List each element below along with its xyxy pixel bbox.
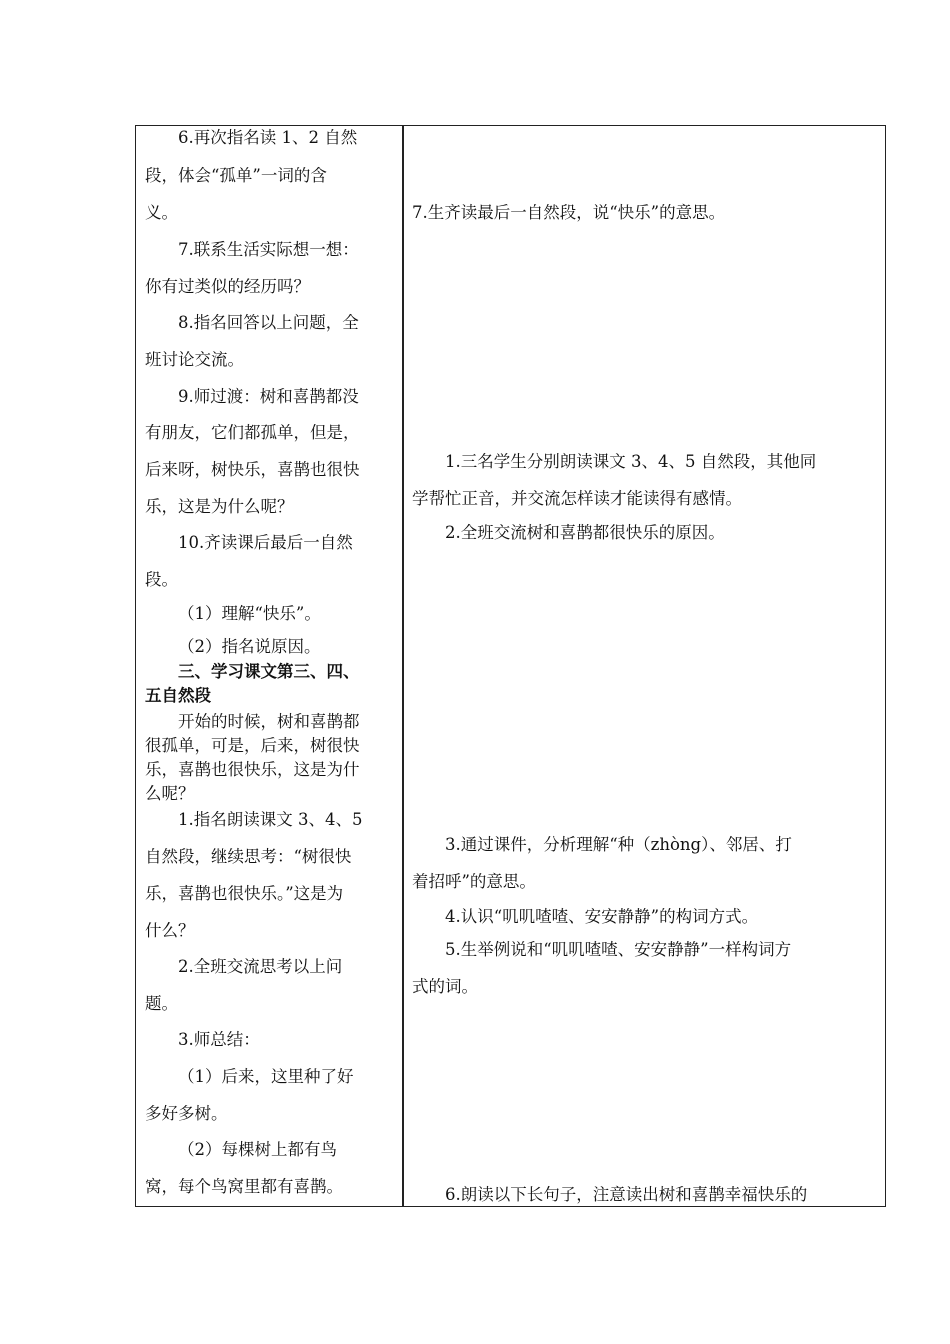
teacher-line: 后来呀，树快乐，喜鹊也很快 [145, 460, 360, 479]
column-divider [402, 125, 404, 1207]
teacher-line: 8.指名回答以上问题，全 [178, 313, 359, 332]
teacher-line: 2.全班交流思考以上问 [178, 957, 343, 976]
teacher-line: 很孤单，可是，后来，树很快 [145, 736, 360, 755]
teacher-line: 你有过类似的经历吗？ [145, 277, 310, 296]
teacher-line: （2）指名说原因。 [178, 637, 321, 656]
student-line: 着招呼”的意思。 [412, 872, 536, 891]
teacher-line: 三、学习课文第三、四、 [178, 662, 360, 681]
student-line: 2.全班交流树和喜鹊都很快乐的原因。 [445, 523, 725, 542]
teacher-line: 10.齐读课后最后一自然 [178, 533, 353, 552]
teacher-line: 义。 [145, 203, 178, 222]
teacher-line: （1）后来，这里种了好 [178, 1067, 354, 1086]
teacher-line: 窝，每个鸟窝里都有喜鹊。 [145, 1177, 343, 1196]
teacher-line: 什么？ [145, 921, 195, 940]
teacher-line: 7.联系生活实际想一想： [178, 240, 359, 259]
teacher-line: 乐，喜鹊也很快乐，这是为什 [145, 760, 360, 779]
student-line: 4.认识“叽叽喳喳、安安静静”的构词方式。 [445, 907, 759, 926]
teacher-line: （1）理解“快乐”。 [178, 604, 321, 623]
student-line: 式的词。 [412, 977, 478, 996]
student-line: 5.生举例说和“叽叽喳喳、安安静静”一样构词方 [445, 940, 792, 959]
teacher-line: 多好多树。 [145, 1104, 228, 1123]
teacher-line: 6.再次指名读 1、2 自然 [178, 128, 358, 147]
teacher-line: 自然段，继续思考：“树很快 [145, 847, 352, 866]
student-line: 6.朗读以下长句子，注意读出树和喜鹊幸福快乐的 [445, 1185, 808, 1204]
teacher-line: 1.指名朗读课文 3、4、5 [178, 810, 363, 829]
teacher-line: 9.师过渡：树和喜鹊都没 [178, 387, 359, 406]
teacher-line: （2）每棵树上都有鸟 [178, 1140, 337, 1159]
teacher-line: 段。 [145, 570, 178, 589]
student-line: 学帮忙正音，并交流怎样读才能读得有感情。 [412, 489, 742, 508]
teacher-line: 3.师总结： [178, 1030, 260, 1049]
teacher-line: 有朋友，它们都孤单，但是， [145, 423, 360, 442]
teacher-line: 乐，这是为什么呢？ [145, 497, 294, 516]
student-line: 7.生齐读最后一自然段，说“快乐”的意思。 [412, 203, 726, 222]
teacher-line: 班讨论交流。 [145, 350, 244, 369]
student-line: 1.三名学生分别朗读课文 3、4、5 自然段，其他同 [445, 452, 817, 471]
teacher-line: 么呢？ [145, 784, 195, 803]
teacher-line: 五自然段 [145, 686, 211, 705]
teacher-line: 开始的时候，树和喜鹊都 [178, 712, 360, 731]
student-line: 3.通过课件，分析理解“种（zhòng）、邻居、打 [445, 835, 792, 854]
teacher-line: 题。 [145, 994, 178, 1013]
teacher-line: 乐，喜鹊也很快乐。”这是为 [145, 884, 344, 903]
teacher-line: 段，体会“孤单”一词的含 [145, 166, 327, 185]
